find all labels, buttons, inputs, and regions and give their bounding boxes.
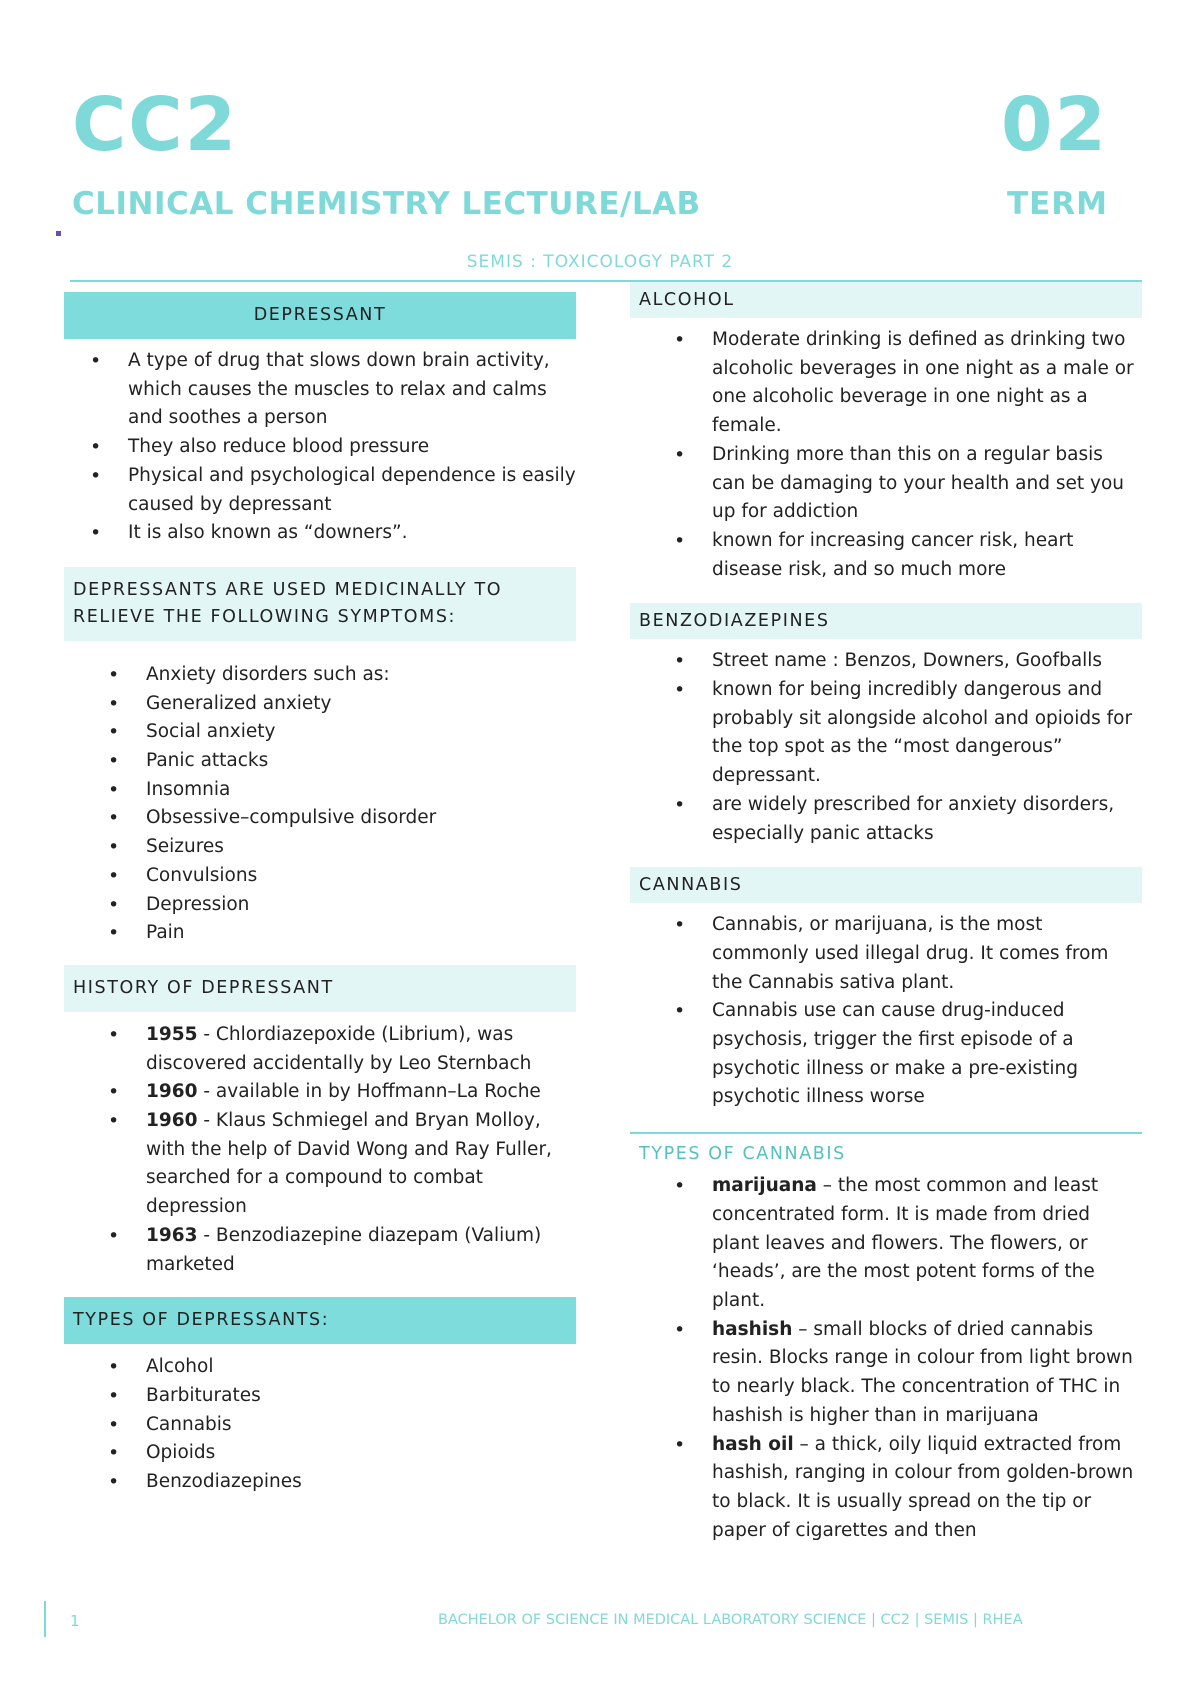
section-header-depressant: DEPRESSANT <box>64 292 576 339</box>
history-year: 1960 <box>146 1110 198 1132</box>
list-item: • Insomnia <box>64 776 576 805</box>
term-label: TERM <box>1006 186 1108 222</box>
list-item: • Street name : Benzos, Downers, Goofballs <box>630 647 1142 676</box>
footer-text: BACHELOR OF SCIENCE IN MEDICAL LABORATORY SCIENCE | CC2 | SEMIS | RHEA <box>438 1612 1023 1628</box>
list-item: • Cannabis use can cause drug-induced psychosis, trigger the first episode of a psychotic illness or make a pre-existing psychotic illness worse <box>630 997 1142 1112</box>
list-item: • marijuana – the most common and least concentrated form. It is made from dried plant leaves and flowers. The flowers, or ‘heads’, are the most potent forms of the plant. <box>630 1172 1142 1316</box>
list-item: • known for increasing cancer risk, heart disease risk, and so much more <box>630 527 1142 584</box>
history-list <box>64 1021 576 1279</box>
list-item: • Alcohol <box>64 1353 576 1382</box>
list-item: • Obsessive–compulsive disorder <box>64 804 576 833</box>
list-item: • Seizures <box>64 833 576 862</box>
list-item: • known for being incredibly dangerous and probably sit alongside alcohol and opioids for the top spot as the “most dangerous” depressant. <box>630 676 1142 791</box>
list-item: • Moderate drinking is defined as drinking two alcoholic beverages in one night as a male or one alcoholic beverage in one night as a female. <box>630 326 1142 441</box>
list-item: • 1963 - Benzodiazepine diazepam (Valium) marketed <box>64 1222 576 1279</box>
history-year: 1963 <box>146 1224 198 1246</box>
medicinal-list <box>64 661 576 948</box>
right-column <box>630 282 1142 1545</box>
cannabis-term: marijuana <box>712 1175 817 1197</box>
benzodiazepines-list <box>630 647 1142 848</box>
cannabis-term: hash oil <box>712 1433 794 1455</box>
list-item: • Cannabis, or marijuana, is the most commonly used illegal drug. It comes from the Cannabis sativa plant. <box>630 911 1142 997</box>
section-header-benzodiazepines: BENZODIAZEPINES <box>630 603 1142 639</box>
list-item: • Depression <box>64 891 576 920</box>
footer-accent-bar <box>44 1601 46 1637</box>
course-title: CLINICAL CHEMISTRY LECTURE/LAB <box>72 186 701 222</box>
history-year: 1960 <box>146 1081 198 1103</box>
list-item: • Physical and psychological dependence is easily caused by depressant <box>64 462 576 519</box>
list-item: • hash oil – a thick, oily liquid extracted from hashish, ranging in colour from golden-brown to black. It is usually spread on the tip or paper of cigarettes and then <box>630 1431 1142 1546</box>
list-item: • They also reduce blood pressure <box>64 433 576 462</box>
term-number: 02 <box>1001 82 1108 168</box>
section-header-alcohol: ALCOHOL <box>630 282 1142 318</box>
alcohol-list <box>630 326 1142 584</box>
section-header-medicinal: DEPRESSANTS ARE USED MEDICINALLY TO RELIEVE THE FOLLOWING SYMPTOMS: <box>64 567 576 641</box>
list-item: • Cannabis <box>64 1411 576 1440</box>
list-item: • Drinking more than this on a regular basis can be damaging to your health and set you up for addiction <box>630 441 1142 527</box>
types-list <box>64 1353 576 1497</box>
list-item: • Convulsions <box>64 862 576 891</box>
list-item: • Barbiturates <box>64 1382 576 1411</box>
section-header-history: HISTORY OF DEPRESSANT <box>64 965 576 1012</box>
course-code: CC2 <box>72 82 239 168</box>
list-item: • Social anxiety <box>64 718 576 747</box>
decorative-dot <box>56 231 61 236</box>
list-item: • Panic attacks <box>64 747 576 776</box>
page-number: 1 <box>70 1612 80 1630</box>
list-item: • Generalized anxiety <box>64 690 576 719</box>
list-item: • A type of drug that slows down brain activity, which causes the muscles to relax and calms and soothes a person <box>64 347 576 433</box>
list-item: • It is also known as “downers”. <box>64 519 576 548</box>
list-item: • 1960 - Klaus Schmiegel and Bryan Molloy, with the help of David Wong and Ray Fuller, searched for a compound to combat depression <box>64 1107 576 1222</box>
list-item: • hashish – small blocks of dried cannabis resin. Blocks range in colour from light brown to nearly black. The concentration of THC in hashish is higher than in marijuana <box>630 1316 1142 1431</box>
list-item: • are widely prescribed for anxiety disorders, especially panic attacks <box>630 791 1142 848</box>
list-item: • 1955 - Chlordiazepoxide (Librium), was discovered accidentally by Leo Sternbach <box>64 1021 576 1078</box>
list-item: • Benzodiazepines <box>64 1468 576 1497</box>
left-column <box>64 288 576 1497</box>
types-of-cannabis-list <box>630 1172 1142 1545</box>
list-item: • Anxiety disorders such as: <box>64 661 576 690</box>
list-item: • 1960 - available in by Hoffmann–La Roche <box>64 1078 576 1107</box>
history-year: 1955 <box>146 1023 198 1045</box>
section-header-types-of-cannabis: TYPES OF CANNABIS <box>630 1132 1142 1168</box>
depressant-list <box>64 347 576 548</box>
cannabis-list <box>630 911 1142 1112</box>
topic-title: SEMIS : TOXICOLOGY PART 2 <box>466 252 734 272</box>
section-header-cannabis: CANNABIS <box>630 867 1142 903</box>
section-header-types: TYPES OF DEPRESSANTS: <box>64 1297 576 1344</box>
list-item: • Pain <box>64 919 576 948</box>
cannabis-term: hashish <box>712 1318 793 1340</box>
list-item: • Opioids <box>64 1439 576 1468</box>
